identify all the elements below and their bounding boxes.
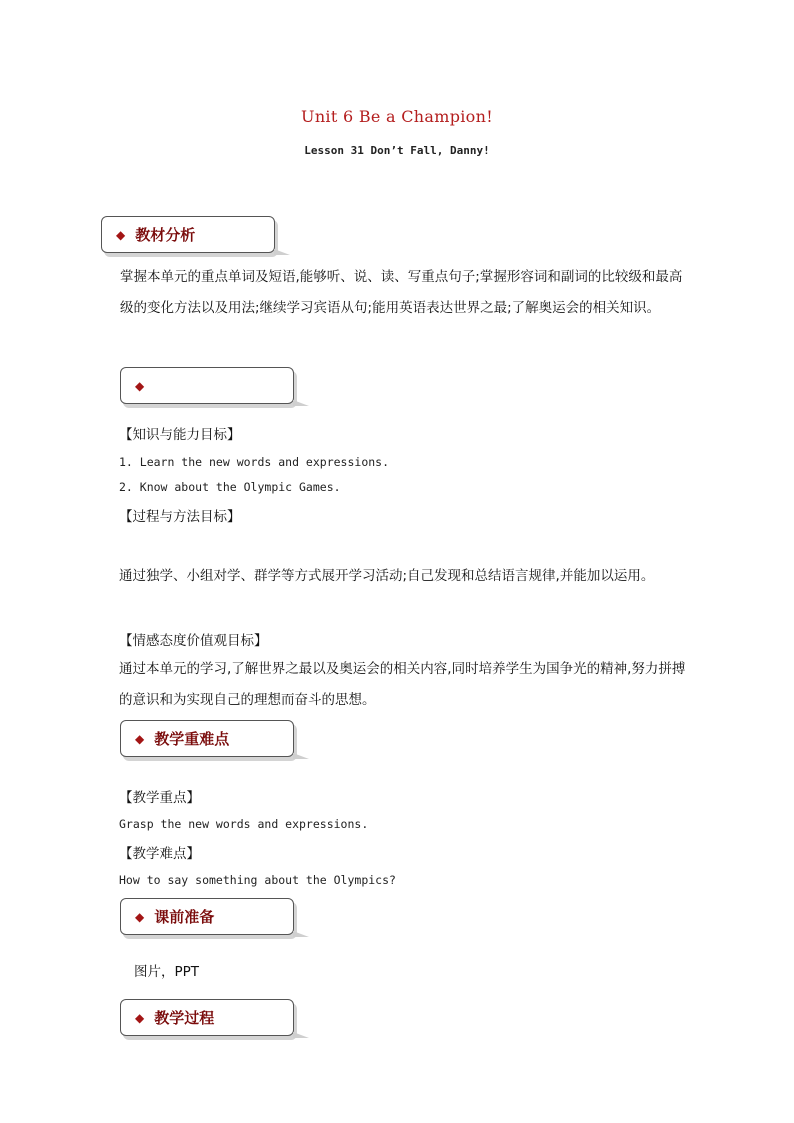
objective-item: 2. Know about the Olympic Games. xyxy=(119,480,341,494)
diamond-bullet-icon: ◆ xyxy=(135,1010,145,1025)
preparation-text: 图片，PPT xyxy=(134,964,200,980)
section-header-analysis xyxy=(101,216,275,253)
diamond-bullet-icon: ◆ xyxy=(135,731,145,746)
diamond-bullet-icon: ◆ xyxy=(135,378,145,393)
section-header-preparation xyxy=(120,898,294,935)
analysis-paragraph: 掌握本单元的重点单词及短语,能够听、说、读、写重点句子;掌握形容词和副词的比较级和最高级的变化方法以及用法;继续学习宾语从句;能用英语表达世界之最;了解奥运会的相关知识。 xyxy=(120,269,683,316)
header-tail-decoration xyxy=(274,249,290,255)
section-header-objectives xyxy=(120,367,294,404)
knowledge-goal-label: 【知识与能力目标】 xyxy=(119,427,241,443)
section-heading: 教材分析 xyxy=(135,226,196,244)
diamond-bullet-icon: ◆ xyxy=(116,227,126,242)
lesson-subtitle: Lesson 31 Don’t Fall, Danny! xyxy=(304,144,490,157)
process-goal-label: 【过程与方法目标】 xyxy=(119,509,241,525)
page-title: Unit 6 Be a Champion! xyxy=(301,107,493,126)
header-tail-decoration xyxy=(293,931,309,937)
difficulty-text: How to say something about the Olympics? xyxy=(119,873,396,887)
header-tail-decoration xyxy=(293,400,309,406)
objective-item: 1. Learn the new words and expressions. xyxy=(119,455,390,469)
header-tail-decoration xyxy=(293,1032,309,1038)
section-header-process xyxy=(120,999,294,1036)
focus-label: 【教学重点】 xyxy=(119,790,200,806)
difficulty-label: 【教学难点】 xyxy=(119,846,200,862)
emotion-goal-label: 【情感态度价值观目标】 xyxy=(119,633,268,649)
header-tail-decoration xyxy=(293,753,309,759)
diamond-bullet-icon: ◆ xyxy=(135,909,145,924)
emotion-goal-text: 通过本单元的学习,了解世界之最以及奥运会的相关内容,同时培养学生为国争光的精神,努力拼搏的意识和为实现自己的理想而奋斗的思想。 xyxy=(119,661,686,708)
section-header-key-points xyxy=(120,720,294,757)
section-heading: 课前准备 xyxy=(154,908,215,926)
process-goal-text: 通过独学、小组对学、群学等方式展开学习活动;自己发现和总结语言规律,并能加以运用。 xyxy=(119,568,655,584)
section-heading: 教学过程 xyxy=(154,1009,215,1027)
focus-text: Grasp the new words and expressions. xyxy=(119,817,369,831)
section-heading: 教学重难点 xyxy=(154,730,230,748)
